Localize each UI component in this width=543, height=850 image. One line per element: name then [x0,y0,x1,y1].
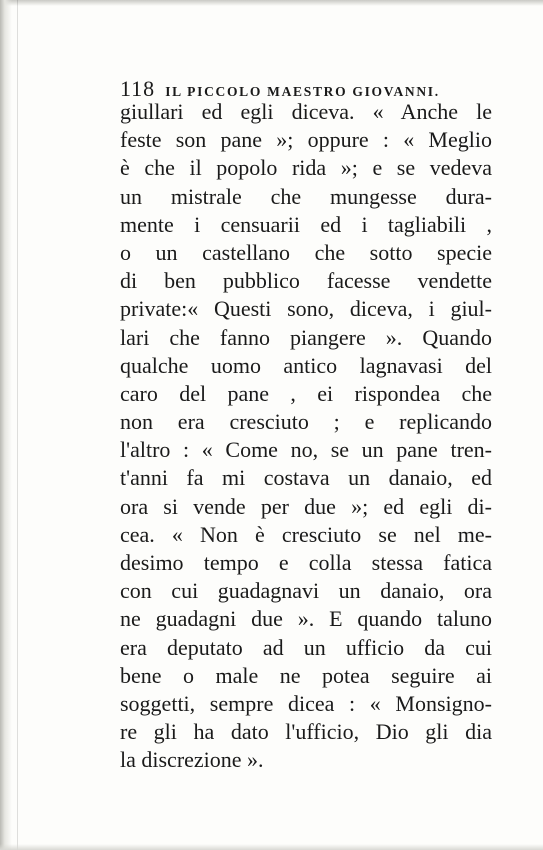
text-line: soggetti, sempre dicea : « Monsigno- [120,690,492,716]
text-line: re gli ha dato l'ufficio, Dio gli dia [120,719,492,745]
page-binding-edge [0,0,12,850]
text-line: l'altro : « Come no, se un pane tren- [120,437,492,463]
text-line: o un castellano che sotto specie [120,239,492,265]
text-line: mente i censuarii ed i tagliabili , [120,211,492,237]
text-line: bene o male ne potea seguire ai [120,662,492,688]
text-line-last: la discrezione ». [120,747,264,773]
text-line: feste son pane »; oppure : « Meglio [120,127,492,153]
text-line: con cui guadagnavi un danaio, ora [120,578,492,604]
text-line: desimo tempo e colla stessa fatica [120,550,492,575]
text-line: caro del pane , ei rispondea che [120,380,492,406]
text-line: giullari ed egli diceva. « Anche le [120,99,492,124]
page-fold-line [17,0,18,850]
text-line: di ben pubblico facesse vendette [120,268,492,294]
text-line: un mistrale che mungesse dura- [120,183,492,209]
text-line: t'anni fa mi costava un danaio, ed [120,465,492,491]
text-block [120,98,492,775]
text-line: cea. « Non è cresciuto se nel me- [120,521,492,547]
page-bottom-edge [0,844,543,850]
text-line: ora si vende per due »; ed egli di- [120,493,492,519]
text-line: è che il popolo rida »; e se vedeva [120,155,492,181]
text-line: private:« Questi sono, diceva, i giul- [120,296,492,322]
text-line: non era cresciuto ; e replicando [120,409,492,435]
page-number: 118 [120,76,156,101]
running-head [120,76,492,101]
text-line: lari che fanno piangere ». Quando [120,324,492,350]
running-title: IL PICCOLO MAESTRO GIOVANNI. [165,84,440,99]
text-line: era deputato ad un ufficio da cui [120,634,492,660]
text-line: qualche uomo antico lagnavasi del [120,352,492,378]
text-line: ne guadagni due ». E quando taluno [120,606,492,632]
page-top-edge [0,0,543,6]
